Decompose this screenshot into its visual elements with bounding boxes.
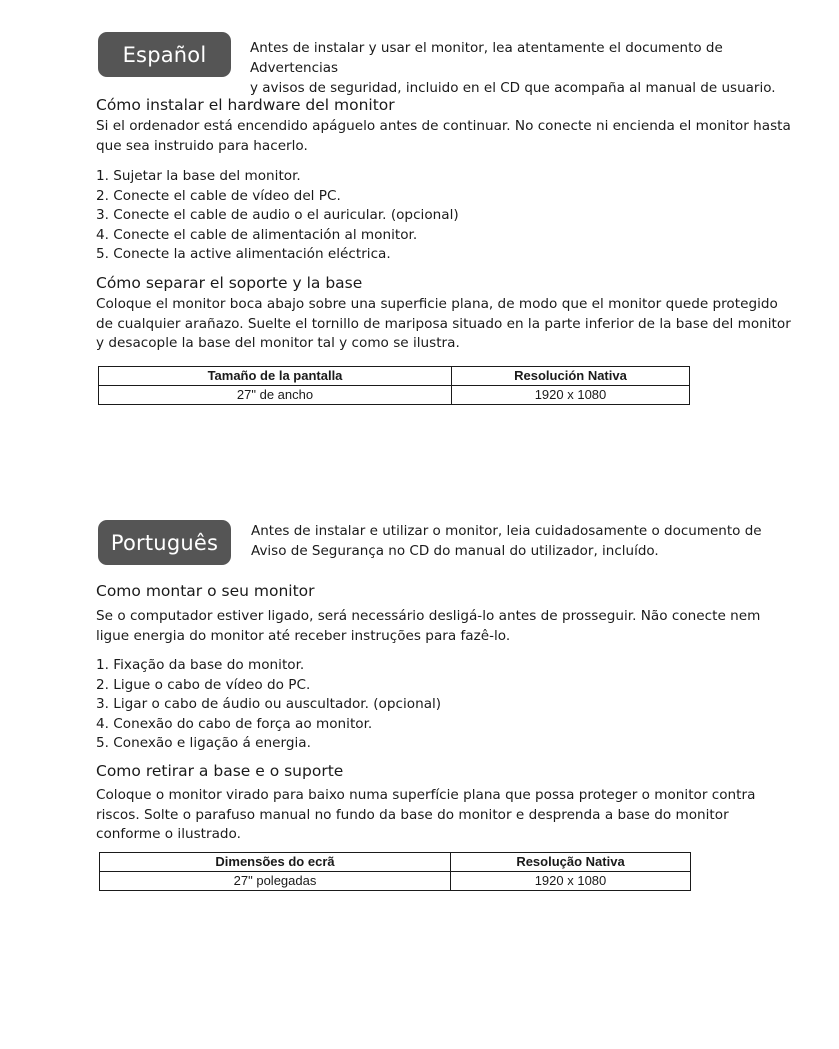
portuguese-step-5: 5. Conexão e ligação á energia. — [96, 735, 311, 751]
spanish-step-1: 1. Sujetar la base del monitor. — [96, 168, 301, 184]
spanish-intro-line-2: y avisos de seguridad, incluido en el CD que acompaña al manual de usuario. — [250, 80, 776, 96]
spanish-screen-size-value: 27" de ancho — [99, 386, 452, 405]
spanish-spec-table — [98, 366, 690, 405]
portuguese-intro-line-1: Antes de instalar e utilizar o monitor, leia cuidadosamente o documento de — [251, 523, 762, 539]
spanish-install-heading: Cómo instalar el hardware del monitor — [96, 96, 395, 114]
spanish-resolution-header: Resolución Nativa — [452, 367, 690, 386]
portuguese-separate-line-1: Coloque o monitor virado para baixo numa superfície plana que possa proteger o monitor contra — [96, 787, 756, 803]
portuguese-spec-value-row — [100, 872, 691, 891]
portuguese-intro — [251, 521, 811, 561]
spanish-step-4: 4. Conecte el cable de alimentación al monitor. — [96, 226, 418, 243]
spanish-install-paragraph — [96, 117, 796, 156]
portuguese-screen-size-header: Dimensões do ecrã — [100, 853, 451, 872]
portuguese-install-line-1: Se o computador estiver ligado, será necessário desligá-lo antes de prosseguir. Não conecte nem — [96, 608, 761, 624]
portuguese-spec-table — [99, 852, 691, 891]
portuguese-install-line-2: ligue energia do monitor até receber instruções para fazê-lo. — [96, 627, 511, 644]
portuguese-step-3: 3. Ligar o cabo de áudio ou auscultador. (opcional) — [96, 696, 442, 712]
portuguese-screen-size-value: 27" polegadas — [100, 872, 451, 891]
spanish-separate-heading: Cómo separar el soporte y la base — [96, 274, 363, 292]
portuguese-install-heading: Como montar o seu monitor — [96, 582, 315, 600]
spanish-intro-line-1: Antes de instalar y usar el monitor, lea atentamente el documento de Advertencias — [250, 40, 723, 76]
portuguese-resolution-header: Resolução Nativa — [451, 853, 691, 872]
spanish-separate-line-1: Coloque el monitor boca abajo sobre una superficie plana, de modo que el monitor quede protegido — [96, 296, 778, 312]
portuguese-intro-line-2: Aviso de Segurança no CD do manual do utilizador, incluído. — [251, 543, 659, 559]
spanish-install-line-2: que sea instruido para hacerlo. — [96, 137, 308, 154]
portuguese-step-4: 4. Conexão do cabo de força ao monitor. — [96, 715, 373, 732]
spanish-install-line-1: Si el ordenador está encendido apáguelo antes de continuar. No conecte ni encienda el monitor hasta — [96, 118, 791, 134]
portuguese-spec-header-row — [100, 853, 691, 872]
language-badge-portuguese: Português — [98, 520, 231, 565]
spanish-step-3: 3. Conecte el cable de audio o el auricular. (opcional) — [96, 207, 459, 223]
portuguese-step-2: 2. Ligue o cabo de vídeo do PC. — [96, 676, 311, 693]
portuguese-separate-heading: Como retirar a base e o suporte — [96, 762, 344, 780]
spanish-screen-size-header: Tamaño de la pantalla — [99, 367, 452, 386]
spanish-separate-paragraph — [96, 295, 796, 354]
spanish-intro — [250, 38, 810, 98]
portuguese-separate-paragraph — [96, 786, 796, 845]
spanish-steps-list — [96, 167, 459, 265]
language-badge-spanish: Español — [98, 32, 231, 77]
spanish-step-5: 5. Conecte la active alimentación eléctrica. — [96, 246, 391, 262]
spanish-spec-value-row — [99, 386, 690, 405]
portuguese-resolution-value: 1920 x 1080 — [451, 872, 691, 891]
spanish-separate-line-2: de cualquier arañazo. Suelte el tornillo de mariposa situado en la parte inferior de la base del monitor — [96, 315, 791, 332]
portuguese-steps-list — [96, 656, 441, 754]
portuguese-step-1: 1. Fixação da base do monitor. — [96, 657, 305, 673]
spanish-spec-header-row — [99, 367, 690, 386]
portuguese-separate-line-2: riscos. Solte o parafuso manual no fundo da base do monitor e desprenda a base do monitor — [96, 806, 729, 823]
spanish-separate-line-3: y desacople la base del monitor tal y como se ilustra. — [96, 335, 460, 351]
portuguese-separate-line-3: conforme o ilustrado. — [96, 826, 241, 842]
spanish-step-2: 2. Conecte el cable de vídeo del PC. — [96, 187, 341, 204]
spanish-resolution-value: 1920 x 1080 — [452, 386, 690, 405]
portuguese-install-paragraph — [96, 607, 796, 646]
